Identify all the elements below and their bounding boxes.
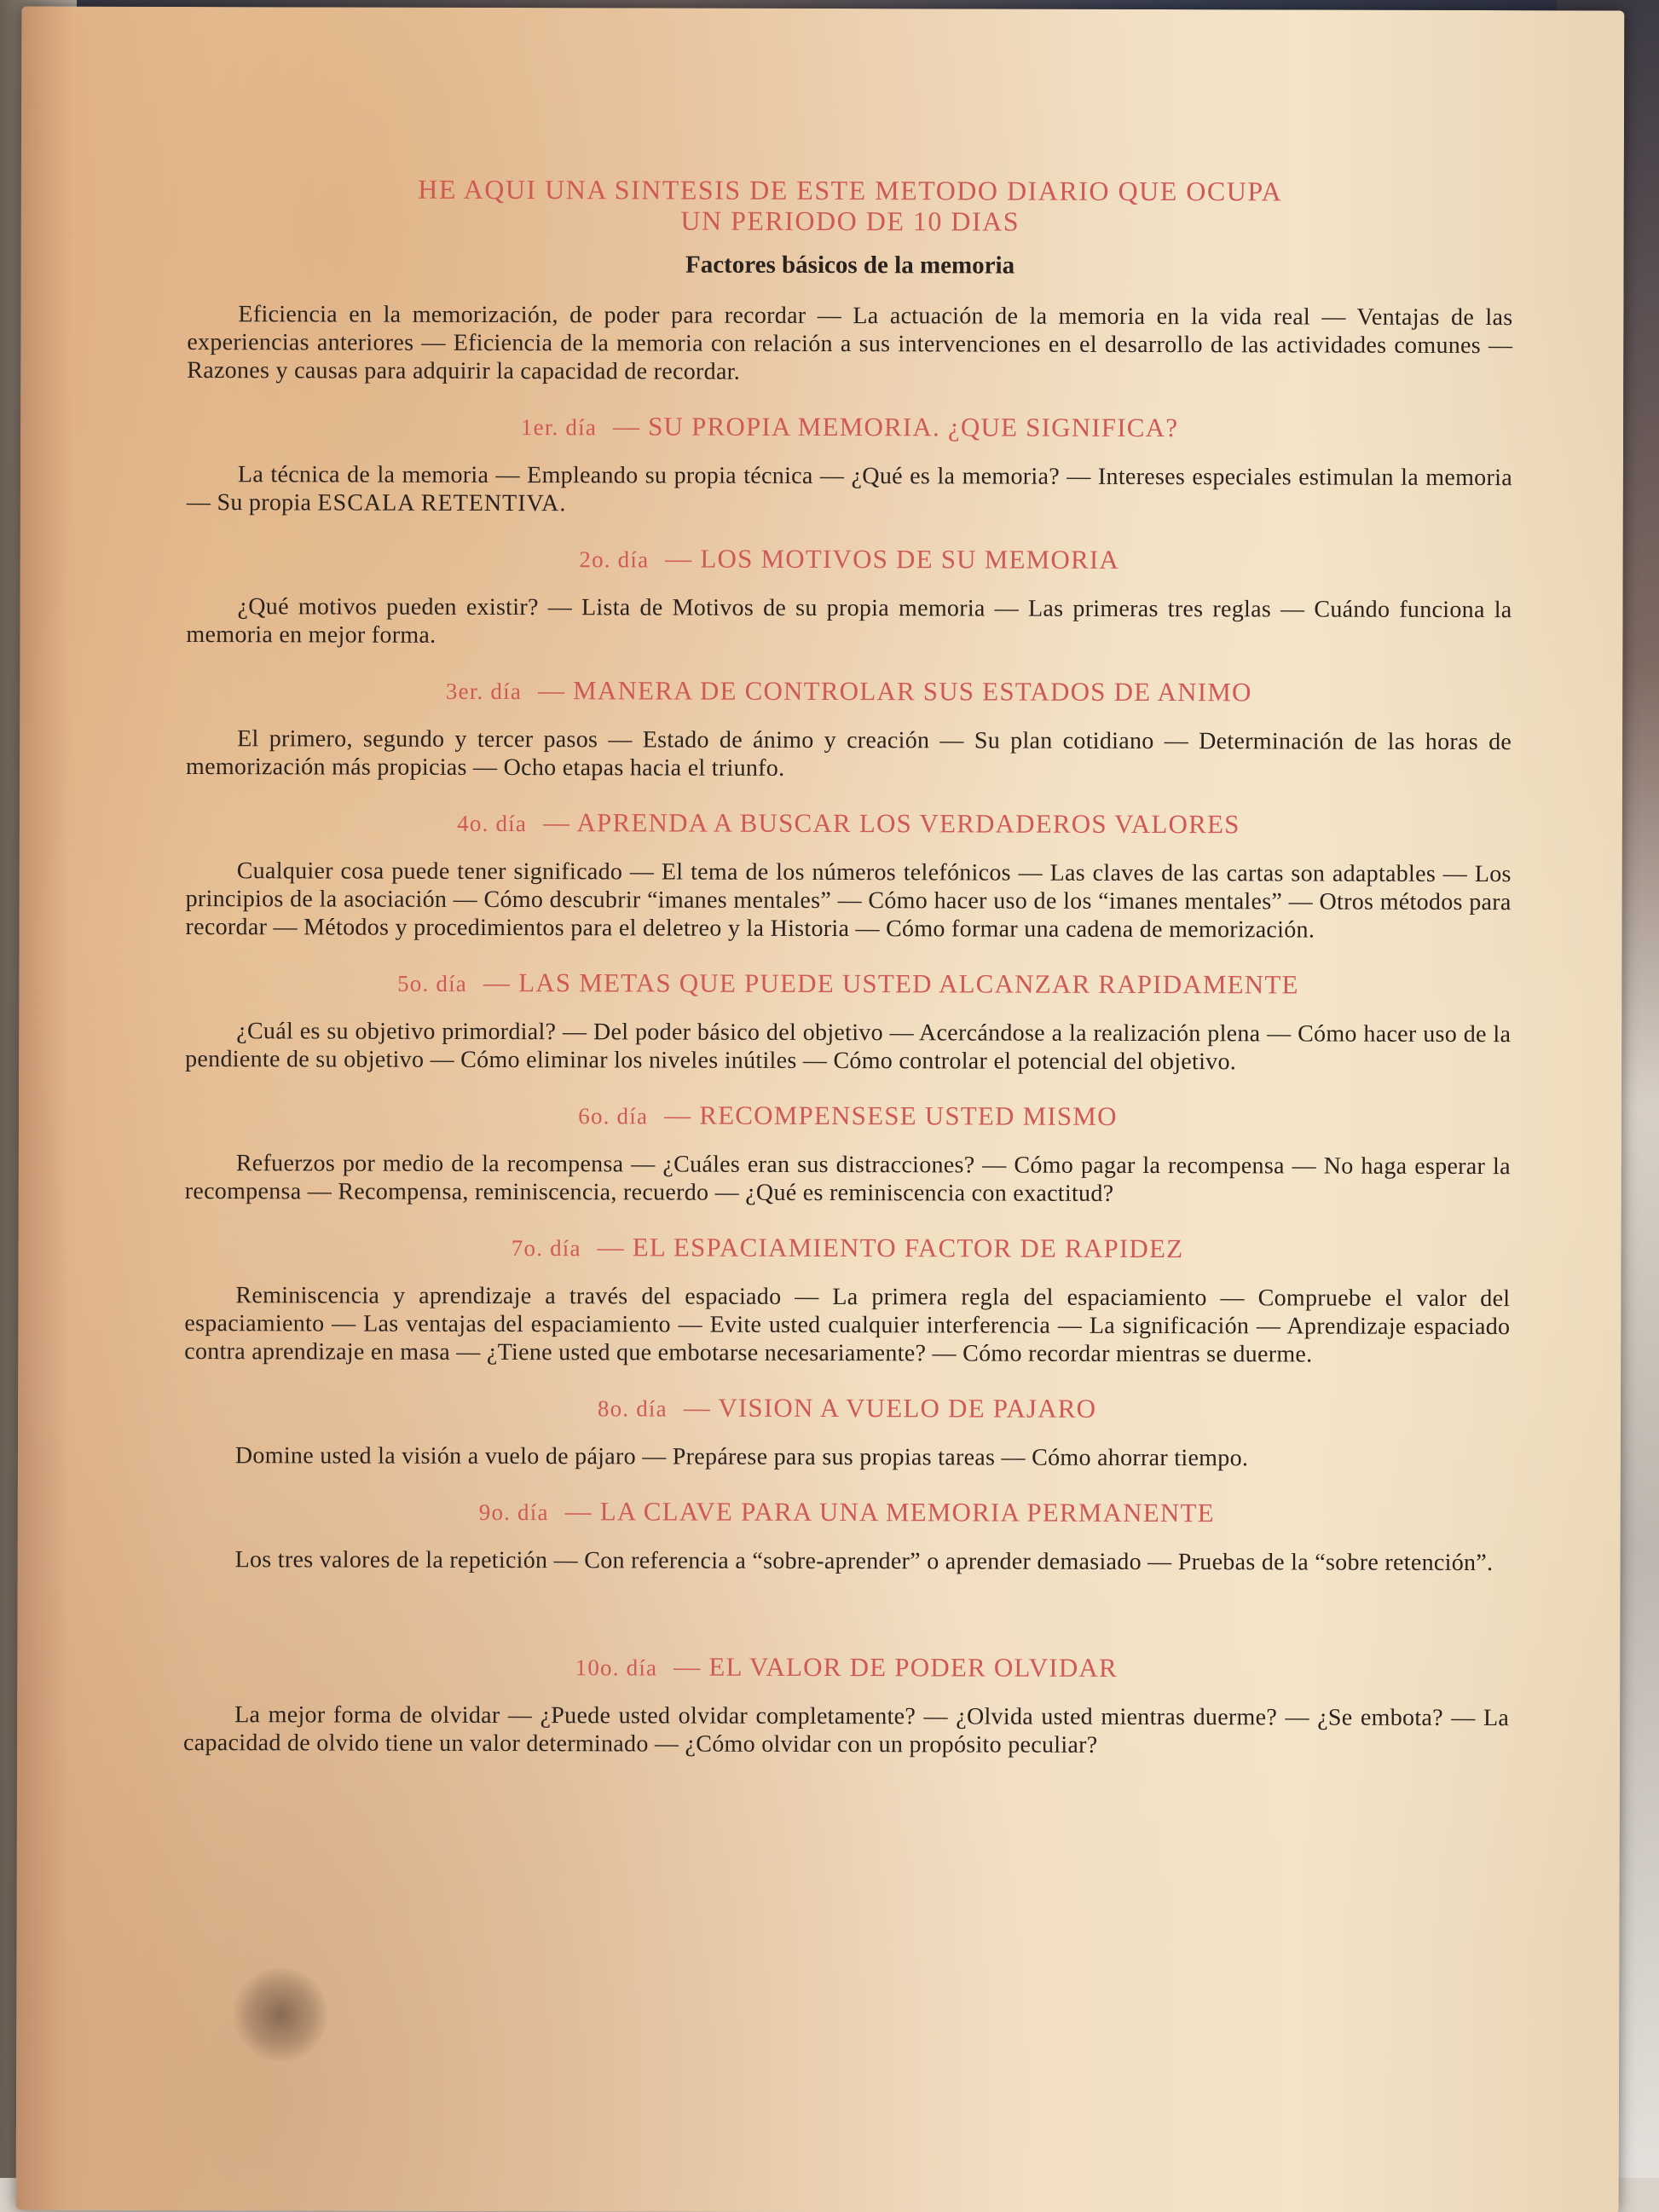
- day-heading: [185, 1099, 1511, 1134]
- spacer: [183, 1599, 1509, 1654]
- section-subtitle: Factores básicos de la memoria: [685, 251, 1015, 280]
- day-heading: [187, 410, 1512, 445]
- day-text-emphasis: ESCALA RETENTIVA.: [317, 489, 567, 517]
- day-label: 4o. día: [457, 810, 528, 837]
- day-section-4: [186, 806, 1512, 944]
- day-heading: [186, 674, 1512, 709]
- day-heading: [187, 542, 1512, 577]
- day-title: — EL VALOR DE PODER OLVIDAR: [673, 1651, 1118, 1683]
- day-section-10: [183, 1650, 1509, 1760]
- day-title: — SU PROPIA MEMORIA. ¿QUE SIGNIFICA?: [612, 411, 1179, 443]
- day-paragraph: Domine usted la visión a vuelo de pájaro — Prepárese para sus propias tareas — Cómo ahorrar tiempo.: [234, 1442, 1249, 1472]
- day-text: La técnica de la memoria — Empleando su propia técnica — ¿Qué es la memoria? — Intereses especiales estimulan la memoria — Su propia: [186, 461, 1512, 517]
- main-title-line-2: UN PERIODO DE 10 DIAS: [680, 205, 1020, 237]
- day-section-6: [185, 1099, 1511, 1209]
- day-title: — LOS MOTIVOS DE SU MEMORIA: [665, 543, 1120, 575]
- day-paragraph: ¿Cuál es su objetivo primordial? — Del poder básico del objetivo — Acercándose a la realización plena — Cómo hacer uso de la pendiente de su objetivo — Cómo eliminar los niveles inútiles — Cómo controlar el potencial del objetivo.: [185, 1018, 1512, 1076]
- day-heading: [185, 967, 1511, 1002]
- day-paragraph: Refuerzos por medio de la recompensa — ¿Cuáles eran sus distracciones? — Cómo pagar la recompensa — No haga esperar la recompensa — Recompensa, reminiscencia, recuerdo — ¿Qué es reminiscencia con exactitud?: [184, 1150, 1511, 1207]
- day-label: 6o. día: [578, 1103, 649, 1129]
- day-paragraph: Cualquier cosa puede tener significado — El tema de los números telefónicos — Las claves de las cartas son adaptables — Los principios de la asociación — Cómo descubrir “imanes mentales” — Cómo hacer uso de los “imanes mentales” — Otros métodos para recordar — Métodos y procedimientos para el deletreo y la Historia — Cómo formar una cadena de memorización.: [185, 858, 1512, 944]
- day-title: — APRENDA A BUSCAR LOS VERDADEROS VALORES: [543, 807, 1240, 840]
- day-section-2: [186, 542, 1512, 652]
- day-section-5: [185, 967, 1511, 1077]
- day-title: — EL ESPACIAMIENTO FACTOR DE RAPIDEZ: [597, 1232, 1184, 1264]
- day-label: 5o. día: [397, 970, 468, 996]
- day-section-8: [184, 1391, 1510, 1473]
- day-title: — VISION A VUELO DE PAJARO: [683, 1392, 1097, 1424]
- day-label: 9o. día: [478, 1499, 549, 1526]
- day-paragraph: ¿Qué motivos pueden existir? — Lista de Motivos de su propia memoria — Las primeras tres reglas — Cuándo funciona la memoria en mejor forma.: [186, 593, 1512, 649]
- day-section-1: [187, 410, 1512, 520]
- intro-paragraph: Eficiencia en la memorización, de poder para recordar — La actuación de la memoria en la vida real — Ventajas de las experiencias anteriores — Eficiencia de la memoria con relación a sus intervenciones en el desarrollo de las actividades comunes — Razones y causas para adquirir la capacidad de recordar.: [187, 301, 1513, 385]
- day-paragraph: Los tres valores de la repetición — Con referencia a “sobre-aprender” o aprender demasiado — Pruebas de la “sobre retención”.: [234, 1546, 1494, 1577]
- day-title: — RECOMPENSESE USTED MISMO: [664, 1100, 1118, 1131]
- day-label: 7o. día: [511, 1235, 581, 1262]
- day-label: 3er. día: [445, 678, 523, 705]
- day-title: — MANERA DE CONTROLAR SUS ESTADOS DE ANIMO: [537, 675, 1252, 707]
- day-heading: [185, 1231, 1511, 1266]
- day-paragraph: El primero, segundo y tercer pasos — Estado de ánimo y creación — Su plan cotidiano — Determinación de las horas de memorización más propicias — Ocho etapas hacia el triunfo.: [186, 725, 1512, 782]
- day-heading: [184, 1495, 1510, 1530]
- day-label: 10o. día: [575, 1655, 658, 1681]
- day-heading: [183, 1650, 1509, 1685]
- ink-stain: [229, 1967, 332, 2061]
- day-paragraph: La mejor forma de olvidar — ¿Puede usted olvidar completamente? — ¿Olvida usted mientras duerme? — ¿Se embota? — La capacidad de olvido tiene un valor determinado — ¿Cómo olvidar con un propósito peculiar?: [183, 1701, 1510, 1759]
- day-heading: [186, 806, 1512, 841]
- day-section-9: [184, 1495, 1510, 1577]
- page-content: [183, 173, 1513, 1786]
- book-back-cover: [16, 7, 1625, 2212]
- page-edge-shadow: [16, 7, 73, 2210]
- day-label: 2o. día: [579, 546, 650, 573]
- day-title: — LAS METAS QUE PUEDE USTED ALCANZAR RAPIDAMENTE: [483, 967, 1299, 1000]
- day-section-3: [186, 674, 1512, 784]
- day-label: 1er. día: [520, 414, 598, 441]
- day-paragraph: [187, 460, 1512, 520]
- day-heading: [184, 1391, 1510, 1426]
- day-label: 8o. día: [597, 1395, 668, 1422]
- main-title-line-1: HE AQUI UNA SINTESIS DE ESTE METODO DIARIO QUE OCUPA: [418, 173, 1283, 207]
- day-paragraph: Reminiscencia y aprendizaje a través del espaciado — La primera regla del espaciamiento — Compruebe el valor del espaciamiento — Las ventajas del espaciamiento — Evite usted cualquier interferencia — La significación — Aprendizaje espaciado contra aprendizaje en masa — ¿Tiene usted que embotarse necesariamente? — Cómo recordar mientras se duerme.: [184, 1282, 1511, 1368]
- day-title: — LA CLAVE PARA UNA MEMORIA PERMANENTE: [564, 1496, 1215, 1528]
- main-title: [188, 173, 1513, 238]
- day-section-7: [184, 1231, 1510, 1369]
